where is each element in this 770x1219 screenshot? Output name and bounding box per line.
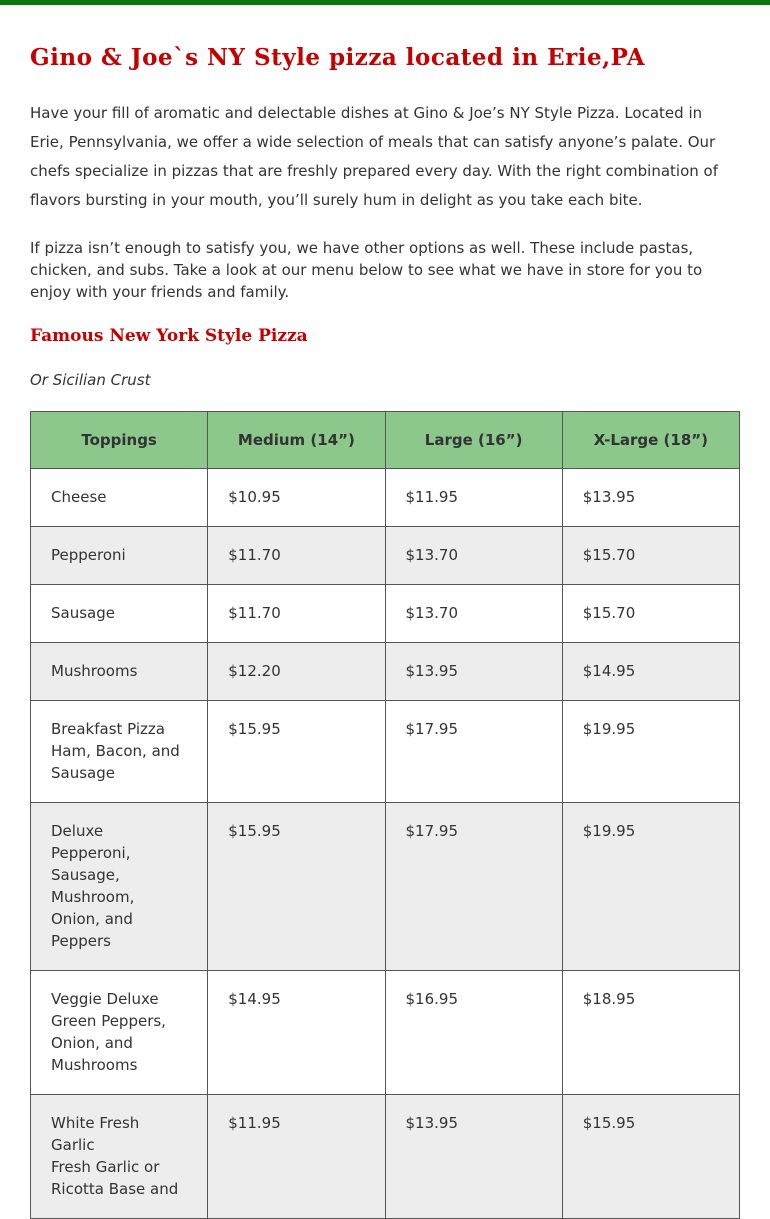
options-paragraph: If pizza isn’t enough to satisfy you, we have other options as well. These include pastas, chicken, and subs. Take a look at our menu below to see what we have in store for you to enjoy with your friends and family. [30, 239, 703, 301]
price-medium: $15.95 [208, 803, 385, 971]
price-large: $17.95 [385, 701, 562, 803]
table-row [31, 701, 740, 803]
intro-paragraph: Have your fill of aromatic and delectable dishes at Gino & Joe’s NY Style Pizza. Located in Erie, Pennsylvania, we offer a wide selection of meals that can satisfy anyone’s palate. Our chefs specialize in pizzas that are freshly prepared every day. With the right combination of flavors bursting in your mouth, you’ll surely hum in delight as you take each bite. [30, 104, 719, 209]
table-row [31, 1095, 740, 1219]
topping-cell [31, 527, 208, 585]
table-row [31, 527, 740, 585]
price-large: $13.95 [385, 1095, 562, 1219]
topping-name: Sausage [51, 604, 115, 622]
topping-cell [31, 469, 208, 527]
topping-cell [31, 1095, 208, 1219]
price-xlarge: $19.95 [562, 701, 739, 803]
price-large: $13.95 [385, 643, 562, 701]
header-medium: Medium (14”) [208, 412, 385, 469]
pizza-menu-table [30, 411, 740, 1219]
price-xlarge: $13.95 [562, 469, 739, 527]
topping-cell [31, 701, 208, 803]
price-large: $16.95 [385, 971, 562, 1095]
header-toppings: Toppings [31, 412, 208, 469]
price-xlarge: $15.95 [562, 1095, 739, 1219]
topping-description: Ham, Bacon, and Sausage [51, 742, 180, 782]
table-row [31, 585, 740, 643]
section-note: Or Sicilian Crust [30, 371, 151, 389]
topping-description: Pepperoni, Sausage, Mushroom, Onion, and Peppers [51, 844, 135, 950]
page-title: Gino & Joe`s NY Style pizza located in Erie,PA [30, 44, 646, 71]
price-xlarge: $15.70 [562, 585, 739, 643]
topping-description: Fresh Garlic or Ricotta Base and [51, 1158, 179, 1198]
price-medium: $15.95 [208, 701, 385, 803]
topping-name: Breakfast Pizza [51, 720, 165, 738]
topping-name: White Fresh Garlic [51, 1114, 140, 1154]
price-medium: $10.95 [208, 469, 385, 527]
topping-name: Cheese [51, 488, 107, 506]
price-large: $17.95 [385, 803, 562, 971]
price-large: $13.70 [385, 527, 562, 585]
topping-name: Veggie Deluxe [51, 990, 159, 1008]
main-content [30, 5, 740, 1219]
topping-name: Deluxe [51, 822, 104, 840]
topping-name: Pepperoni [51, 546, 126, 564]
header-large: Large (16”) [385, 412, 562, 469]
topping-description: Green Peppers, Onion, and Mushrooms [51, 1012, 166, 1074]
price-large: $11.95 [385, 469, 562, 527]
table-row [31, 469, 740, 527]
price-large: $13.70 [385, 585, 562, 643]
topping-name: Mushrooms [51, 662, 138, 680]
price-xlarge: $19.95 [562, 803, 739, 971]
price-xlarge: $14.95 [562, 643, 739, 701]
section-title: Famous New York Style Pizza [30, 326, 308, 346]
table-row [31, 643, 740, 701]
topping-cell [31, 585, 208, 643]
header-xlarge: X-Large (18”) [562, 412, 739, 469]
table-row [31, 803, 740, 971]
topping-cell [31, 803, 208, 971]
price-xlarge: $18.95 [562, 971, 739, 1095]
price-medium: $11.70 [208, 585, 385, 643]
price-medium: $11.95 [208, 1095, 385, 1219]
topping-cell [31, 971, 208, 1095]
table-header-row [31, 412, 740, 469]
price-medium: $12.20 [208, 643, 385, 701]
topping-cell [31, 643, 208, 701]
price-medium: $14.95 [208, 971, 385, 1095]
table-row [31, 971, 740, 1095]
price-medium: $11.70 [208, 527, 385, 585]
price-xlarge: $15.70 [562, 527, 739, 585]
